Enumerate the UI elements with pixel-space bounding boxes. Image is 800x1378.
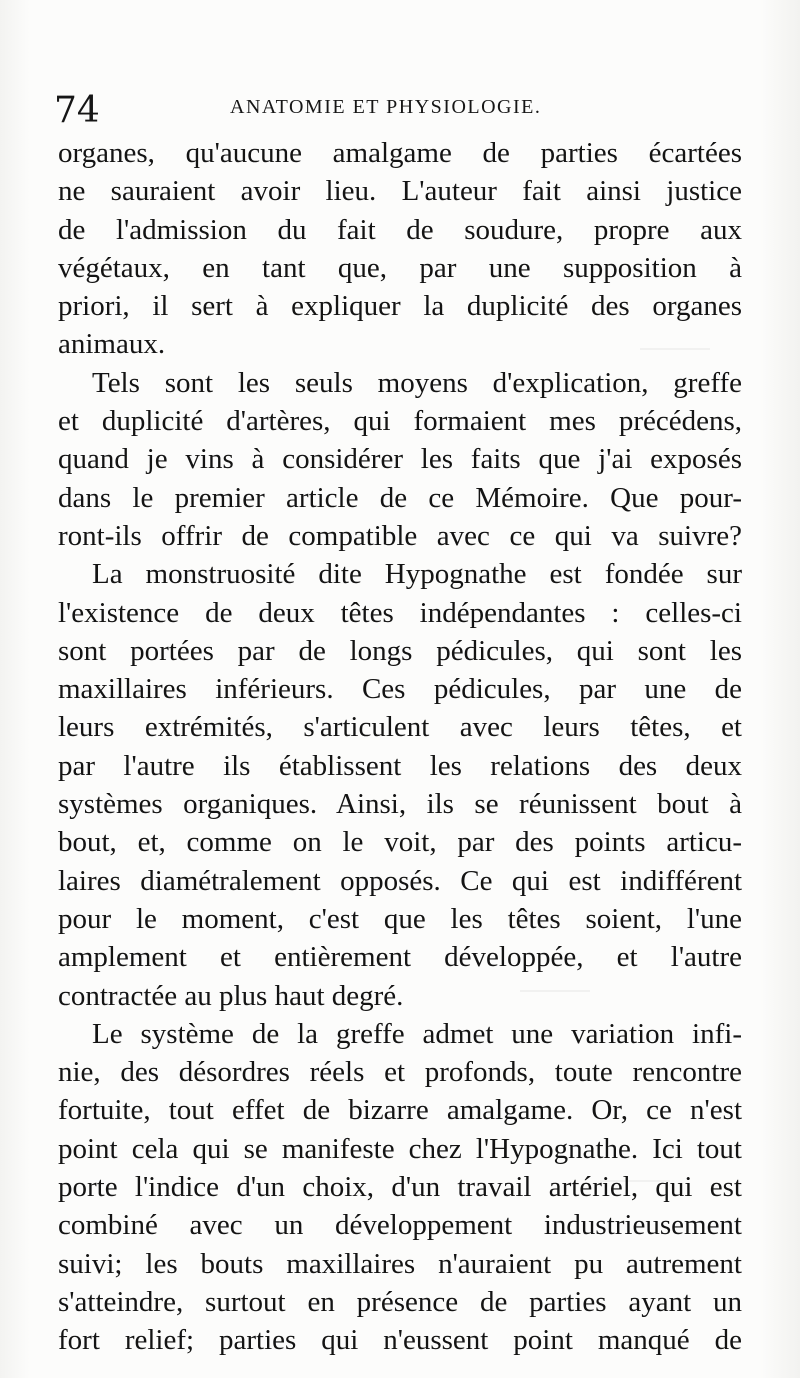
text-line: dans le premier article de ce Mémoire. Que pour-	[58, 481, 742, 514]
text-line: s'atteindre, surtout en présence de parties ayant un	[58, 1285, 742, 1318]
text-line: l'existence de deux têtes indépendantes : celles-ci	[58, 596, 742, 629]
text-line: organes, qu'aucune amalgame de parties écartées	[58, 137, 742, 169]
text-line: sont portées par de longs pédicules, qui sont les	[58, 634, 742, 667]
text-line: nie, des désordres réels et profonds, toute rencontre	[58, 1056, 742, 1089]
body-text	[58, 134, 742, 1360]
text-line: par l'autre ils établissent les relations des deux	[58, 749, 742, 782]
text-line: pour le moment, c'est que les têtes soient, l'une	[58, 902, 742, 935]
text-line: porte l'indice d'un choix, d'un travail artériel, qui est	[58, 1171, 742, 1204]
text-line: Tels sont les seuls moyens d'explication, greffe	[92, 366, 742, 399]
text-line: amplement et entièrement développée, et l'autre	[58, 941, 742, 974]
text-line: leurs extrémités, s'articulent avec leurs têtes, et	[58, 711, 742, 744]
text-line: laires diamétralement opposés. Ce qui est indifférent	[58, 864, 742, 897]
text-line: maxillaires inférieurs. Ces pédicules, par une de	[58, 673, 742, 706]
text-line: ne sauraient avoir lieu. L'auteur fait ainsi justice	[58, 175, 742, 208]
text-line: Le système de la greffe admet une variation infi-	[92, 1017, 742, 1050]
text-line: point cela qui se manifeste chez l'Hypognathe. Ici tout	[58, 1132, 742, 1165]
running-title: ANATOMIE ET PHYSIOLOGIE.	[230, 96, 542, 118]
text-line: contractée au plus haut degré.	[58, 979, 404, 1012]
text-line: fortuite, tout effet de bizarre amalgame. Or, ce n'est	[58, 1094, 742, 1127]
text-line: animaux.	[58, 328, 166, 361]
text-line: et duplicité d'artères, qui formaient mes précédens,	[58, 405, 742, 438]
text-line: de l'admission du fait de soudure, propre aux	[58, 213, 742, 246]
text-line: suivi; les bouts maxillaires n'auraient pu autrement	[58, 1247, 742, 1280]
page-number: 74	[54, 90, 100, 131]
text-line: combiné avec un développement industrieusement	[58, 1209, 742, 1242]
text-line: ront-ils offrir de compatible avec ce qui va suivre?	[58, 519, 742, 552]
text-line: bout, et, comme on le voit, par des points articu-	[58, 826, 742, 859]
text-line: La monstruosité dite Hypognathe est fondée sur	[92, 558, 742, 591]
page-header	[54, 88, 744, 132]
text-line: fort relief; parties qui n'eussent point manqué de	[58, 1324, 742, 1357]
text-line: systèmes organiques. Ainsi, ils se réunissent bout à	[58, 788, 742, 821]
text-line: priori, il sert à expliquer la duplicité des organes	[58, 290, 742, 323]
text-line: végétaux, en tant que, par une supposition à	[58, 251, 742, 284]
text-line: quand je vins à considérer les faits que j'ai exposés	[58, 443, 742, 476]
